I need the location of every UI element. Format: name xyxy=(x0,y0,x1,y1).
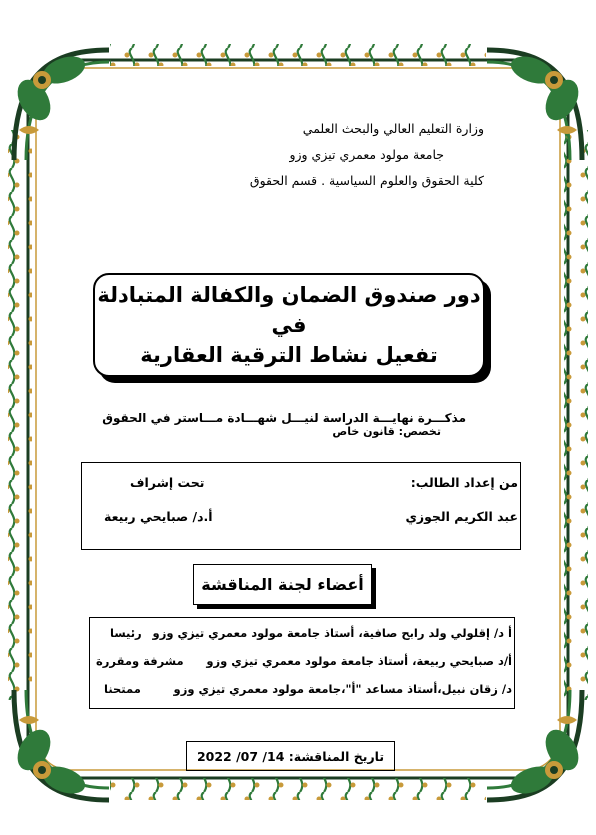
specialty: تخصص: قانون خاص xyxy=(332,425,441,438)
floral-corner-ornament xyxy=(482,40,592,170)
member-info: د/ زقان نبيل،أستاذ مساعد "أ"،جامعة مولود معمري تيزي وزو xyxy=(173,682,512,696)
author-supervisor-box xyxy=(81,462,521,550)
member-role: مشرفة ومقررة xyxy=(96,654,184,668)
floral-corner-ornament xyxy=(4,40,114,170)
ministry-name: وزارة التعليم العالي والبحث العلمي xyxy=(302,121,484,136)
member-role: ممتحنا xyxy=(104,682,141,696)
defense-date: تاريخ المناقشة: 14/ 07/ 2022 xyxy=(186,741,395,771)
supervisor-name: أ.د/ صبايحي ربيعة xyxy=(104,509,213,524)
member-role: رئيسا xyxy=(110,626,142,640)
faculty-name: كلية الحقوق والعلوم السياسية . قسم الحقوق xyxy=(249,173,484,188)
thesis-title-box xyxy=(93,273,485,377)
thesis-title-line2: تفعيل نشاط الترقية العقارية xyxy=(140,343,438,367)
committee-member-row xyxy=(90,682,514,704)
committee-heading: أعضاء لجنة المناقشة xyxy=(193,564,372,605)
thesis-title-line1: دور صندوق الضمان والكفالة المتبادلة في xyxy=(97,283,481,337)
committee-member-row xyxy=(90,626,514,648)
committee-members-box xyxy=(89,617,515,709)
member-info: أ د/ إقلولي ولد رابح صافية، أستاذ جامعة مولود معمري تيزي وزو xyxy=(152,626,512,640)
student-name: عبد الكريم الجوزي xyxy=(405,509,518,524)
thesis-subtitle: مذكـــرة نهايـــة الدراسة لنيـــل شهـــادة مـــاستر في الحقوق xyxy=(102,411,466,425)
student-heading: من إعداد الطالب: xyxy=(410,475,518,490)
member-info: أ/د صبايحي ربيعة، أستاذ جامعة مولود معمري تيزي وزو xyxy=(206,654,512,668)
committee-member-row xyxy=(90,654,514,676)
supervisor-heading: تحت إشراف xyxy=(130,475,205,490)
university-name: جامعة مولود معمري تيزي وزو xyxy=(289,147,444,162)
